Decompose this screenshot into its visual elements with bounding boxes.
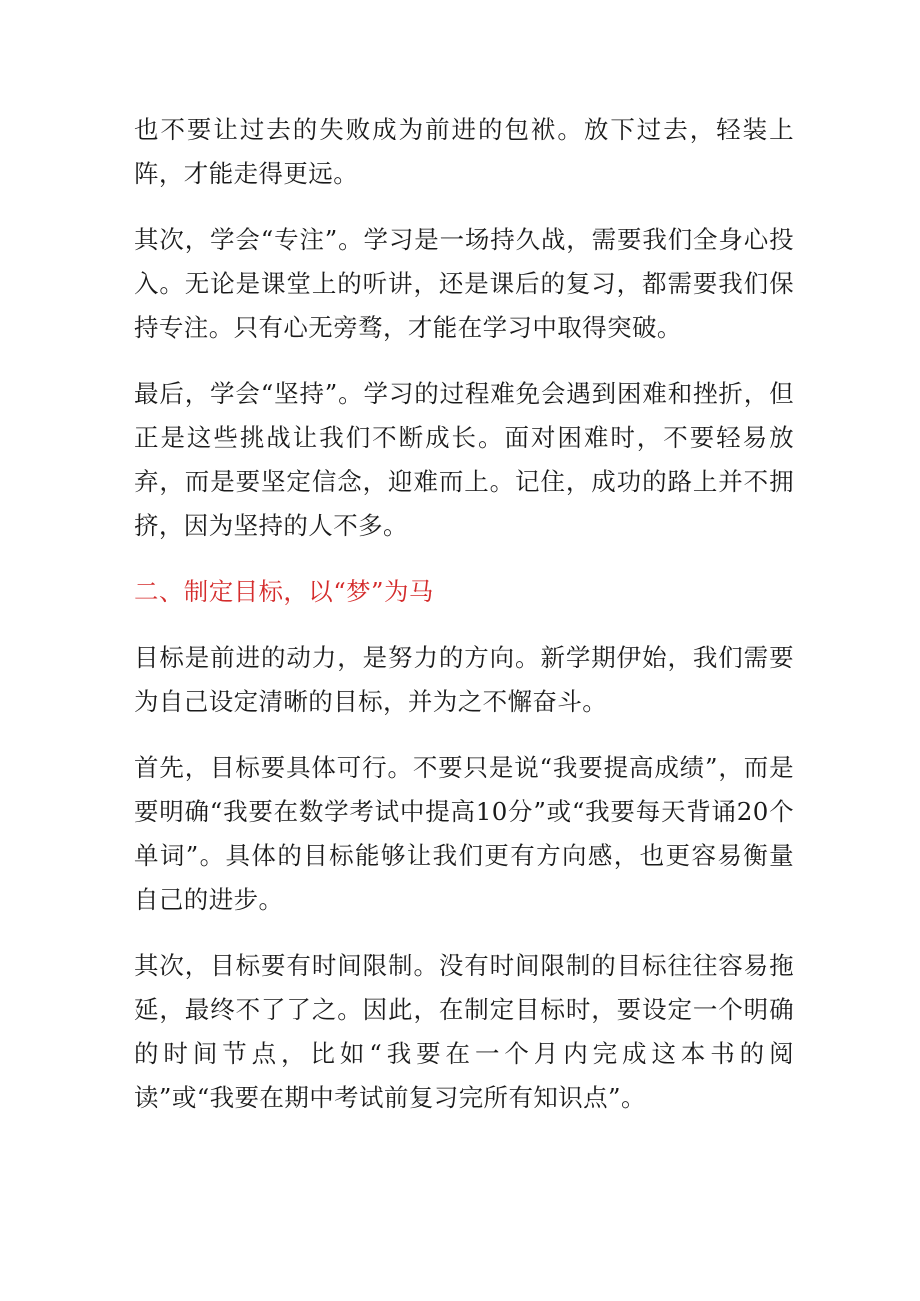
paragraph: 其次，目标要有时间限制。没有时间限制的目标往往容易拖延，最终不了了之。因此，在制定目标时，要设定一个明确的时间节点，比如“我要在一个月内完成这本书的阅读”或“我要在期中考试前复习完所有知识点”。 <box>134 951 794 1112</box>
paragraph: 也不要让过去的失败成为前进的包袱。放下过去，轻装上阵，才能走得更远。 <box>134 115 794 188</box>
paragraph: 目标是前进的动力，是努力的方向。新学期伊始，我们需要为自己设定清晰的目标，并为之不懈奋斗。 <box>134 643 794 716</box>
paragraph: 其次，学会“专注”。学习是一场持久战，需要我们全身心投入。无论是课堂上的听讲，还是课后的复习，都需要我们保持专注。只有心无旁骛，才能在学习中取得突破。 <box>134 225 794 342</box>
section-heading: 二、制定目标，以“梦”为马 <box>134 577 434 606</box>
paragraph: 最后，学会“坚持”。学习的过程难免会遇到困难和挫折，但正是这些挑战让我们不断成长。面对困难时，不要轻易放弃，而是要坚定信念，迎难而上。记住，成功的路上并不拥挤，因为坚持的人不多。 <box>134 379 794 540</box>
document-body <box>134 108 794 1142</box>
paragraph: 首先，目标要具体可行。不要只是说“我要提高成绩”，而是要明确“我要在数学考试中提高10分”或“我要每天背诵20个单词”。具体的目标能够让我们更有方向感，也更容易衡量自己的进步。 <box>134 753 794 914</box>
